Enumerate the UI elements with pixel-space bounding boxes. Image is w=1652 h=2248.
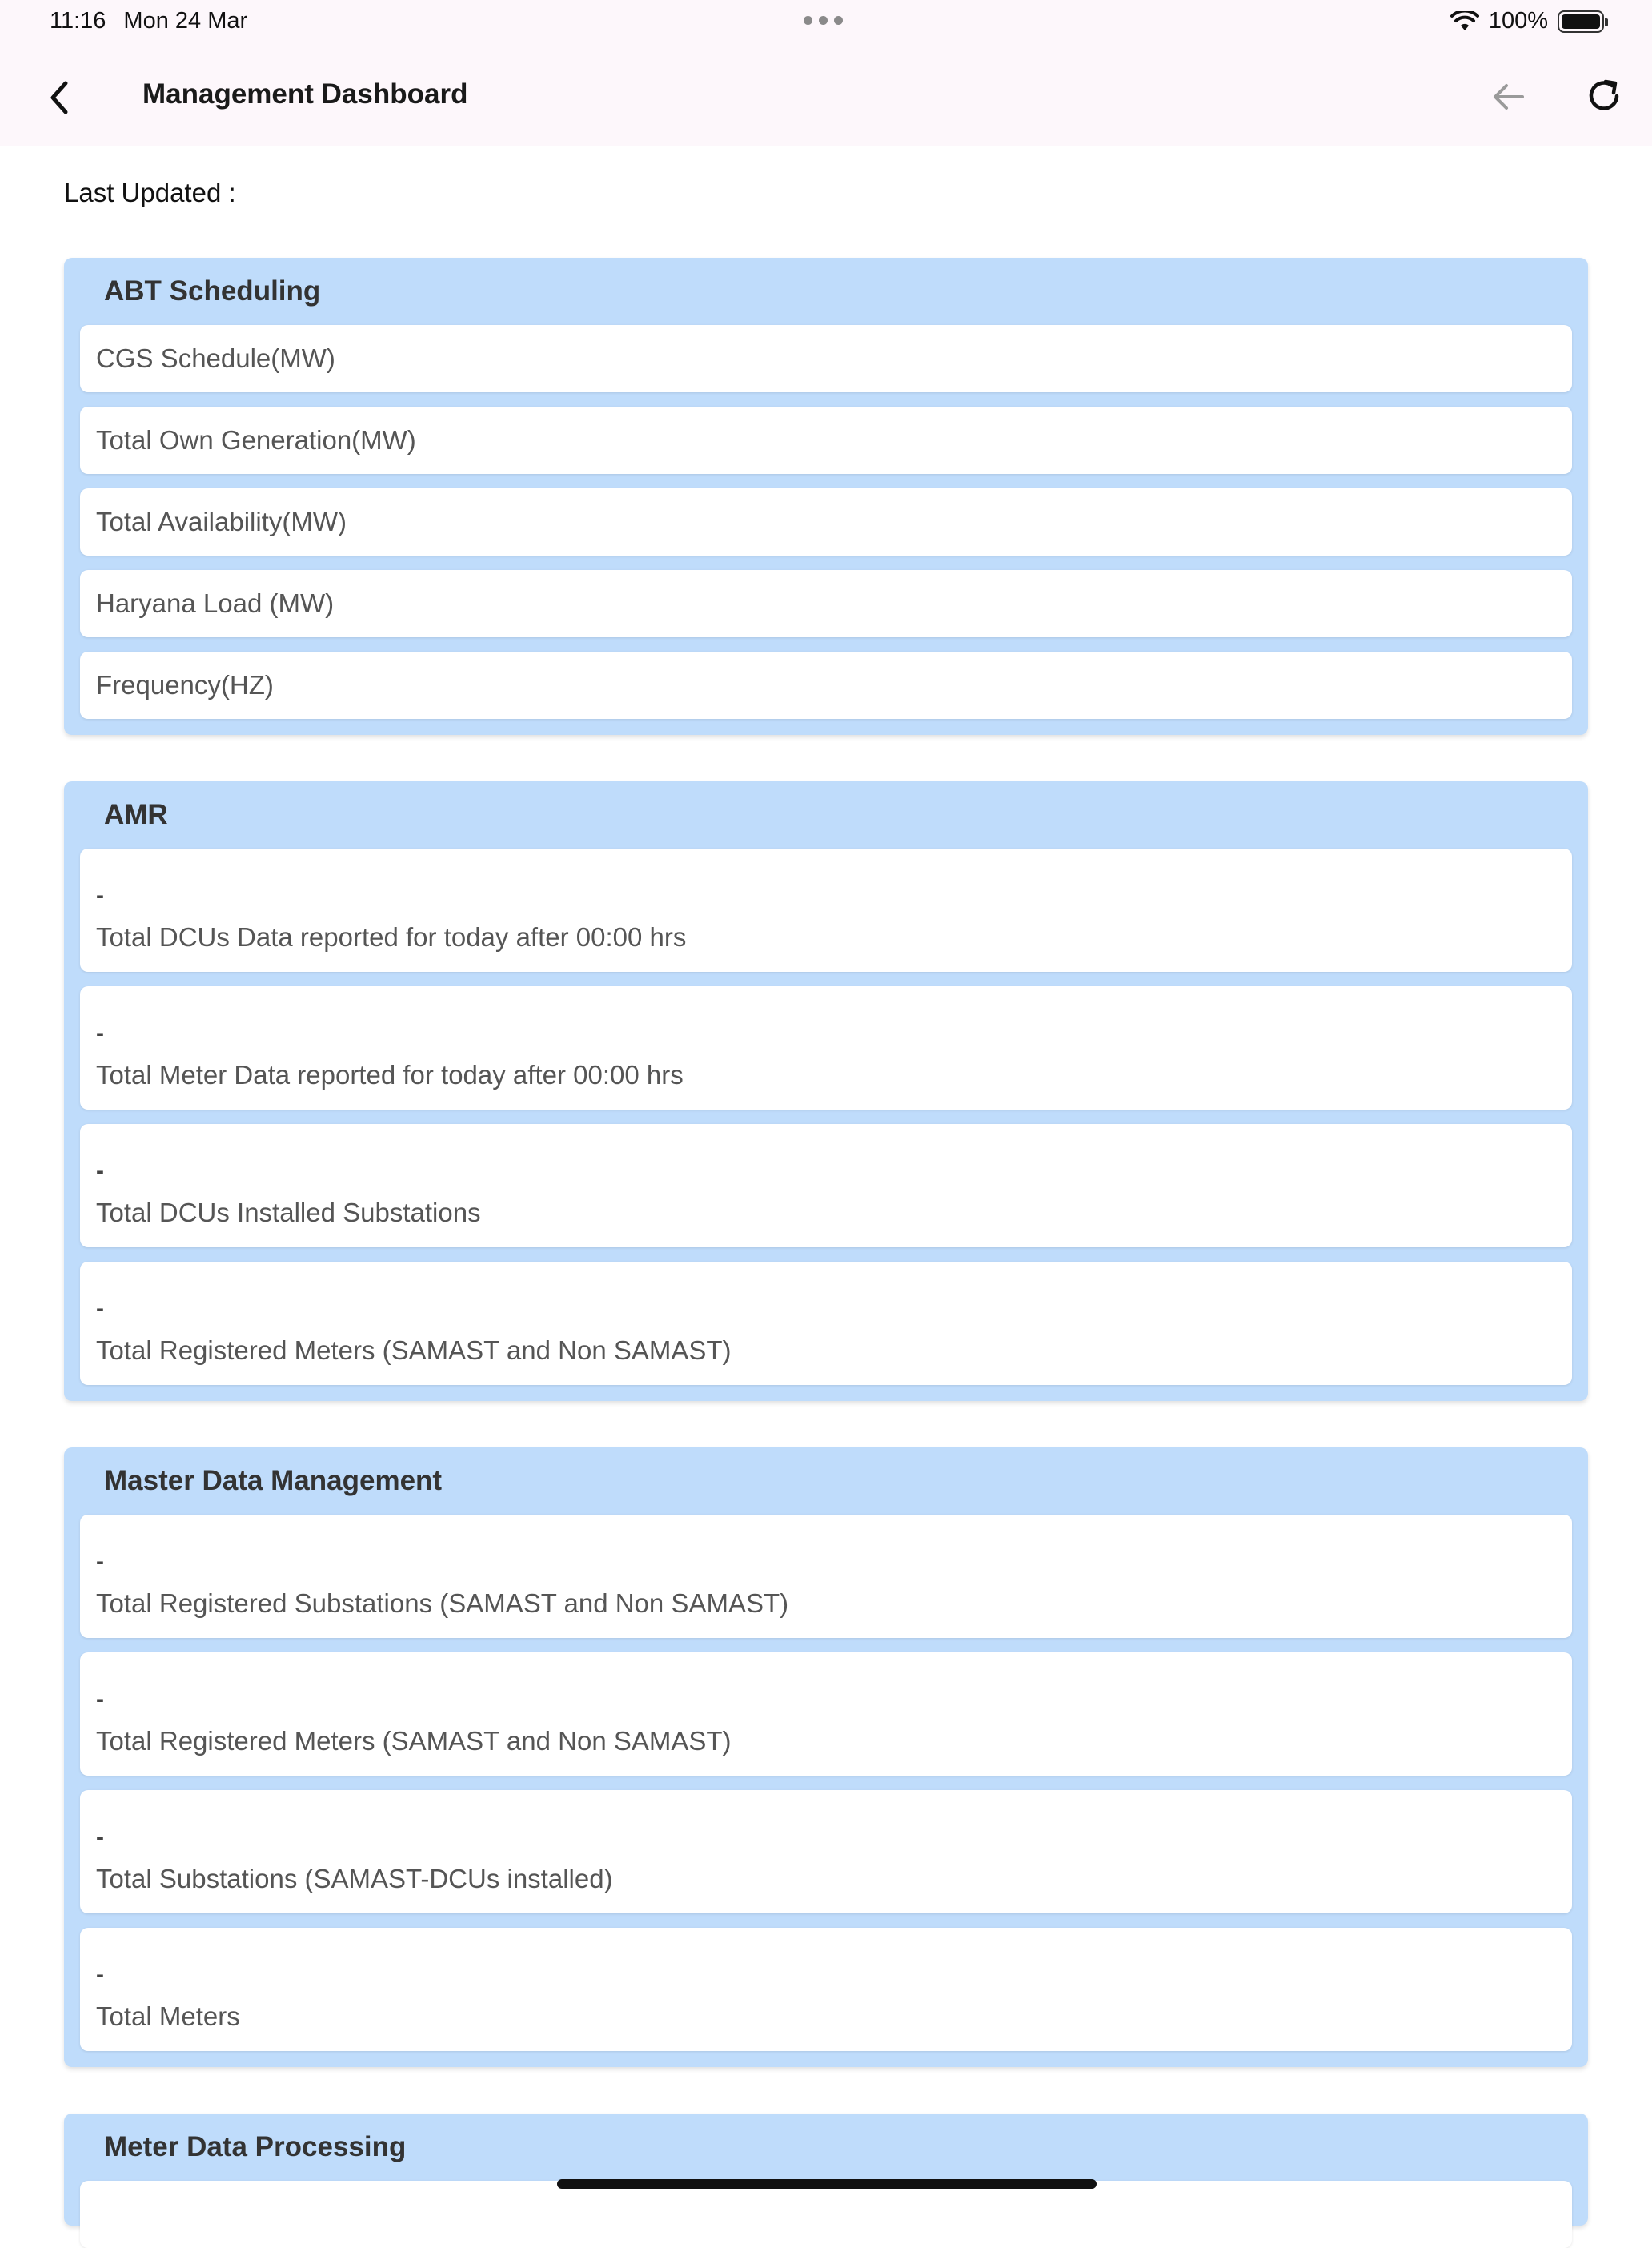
refresh-icon[interactable]: [1583, 75, 1625, 117]
status-time-date: [50, 8, 247, 34]
section-title: ABT Scheduling: [104, 275, 321, 307]
section-master-data-management: [64, 1447, 1588, 2067]
stat-value: -: [96, 1548, 104, 1575]
navigation-bar: [0, 43, 1652, 146]
status-time: 11:16: [50, 8, 106, 34]
mdm-substations-dcu-row[interactable]: [80, 1790, 1572, 1913]
multitasking-dots-icon[interactable]: [804, 16, 843, 25]
section-title: Meter Data Processing: [104, 2131, 407, 2162]
stat-value: -: [96, 1686, 104, 1712]
frequency-row[interactable]: Frequency(HZ): [80, 652, 1572, 719]
battery-percent: 100%: [1488, 8, 1548, 34]
stat-label: Total DCUs Installed Substations: [96, 1198, 481, 1227]
mdp-first-row[interactable]: [80, 2181, 1572, 2248]
cgs-schedule-row[interactable]: CGS Schedule(MW): [80, 325, 1572, 392]
total-availability-row[interactable]: Total Availability(MW): [80, 488, 1572, 556]
mdm-registered-meters-row[interactable]: [80, 1652, 1572, 1776]
stat-label: Total Registered Substations (SAMAST and Non SAMAST): [96, 1588, 789, 1618]
battery-icon: [1558, 10, 1604, 33]
page-title: Management Dashboard: [142, 78, 468, 110]
status-date: Mon 24 Mar: [123, 8, 248, 34]
section-title: AMR: [104, 799, 168, 830]
back-arrow-icon[interactable]: [1489, 77, 1529, 117]
stat-value: -: [96, 1824, 104, 1850]
last-updated-label: Last Updated :: [64, 178, 236, 207]
stat-label: Total Registered Meters (SAMAST and Non SAMAST): [96, 1335, 732, 1365]
stat-value: -: [96, 1295, 104, 1322]
amr-registered-meters-row[interactable]: [80, 1262, 1572, 1385]
home-indicator[interactable]: [557, 2179, 1097, 2189]
stat-value: -: [96, 882, 104, 909]
mdm-total-meters-row[interactable]: [80, 1928, 1572, 2051]
total-own-generation-row[interactable]: Total Own Generation(MW): [80, 407, 1572, 474]
status-indicators: [1450, 8, 1604, 34]
back-chevron-icon[interactable]: [38, 74, 78, 122]
section-abt-scheduling: [64, 258, 1588, 735]
status-bar: [0, 0, 1652, 43]
stat-label: Total Meters: [96, 2001, 240, 2031]
section-meter-data-processing: [64, 2114, 1588, 2226]
stat-label: Total Meter Data reported for today after 00:00 hrs: [96, 1060, 684, 1090]
stat-value: -: [96, 1961, 104, 1988]
mdm-registered-substations-row[interactable]: [80, 1515, 1572, 1638]
section-title: Master Data Management: [104, 1465, 443, 1496]
amr-dcu-data-row[interactable]: [80, 849, 1572, 972]
stat-label: Total Registered Meters (SAMAST and Non SAMAST): [96, 1726, 732, 1756]
amr-dcu-substations-row[interactable]: [80, 1124, 1572, 1247]
stat-value: -: [96, 1158, 104, 1184]
amr-meter-data-row[interactable]: [80, 986, 1572, 1110]
wifi-icon: [1450, 11, 1479, 32]
stat-label: Total DCUs Data reported for today after 00:00 hrs: [96, 922, 687, 952]
section-amr: [64, 781, 1588, 1401]
stat-label: Total Substations (SAMAST-DCUs installed): [96, 1864, 613, 1893]
stat-value: -: [96, 1020, 104, 1046]
haryana-load-row[interactable]: Haryana Load (MW): [80, 570, 1572, 637]
